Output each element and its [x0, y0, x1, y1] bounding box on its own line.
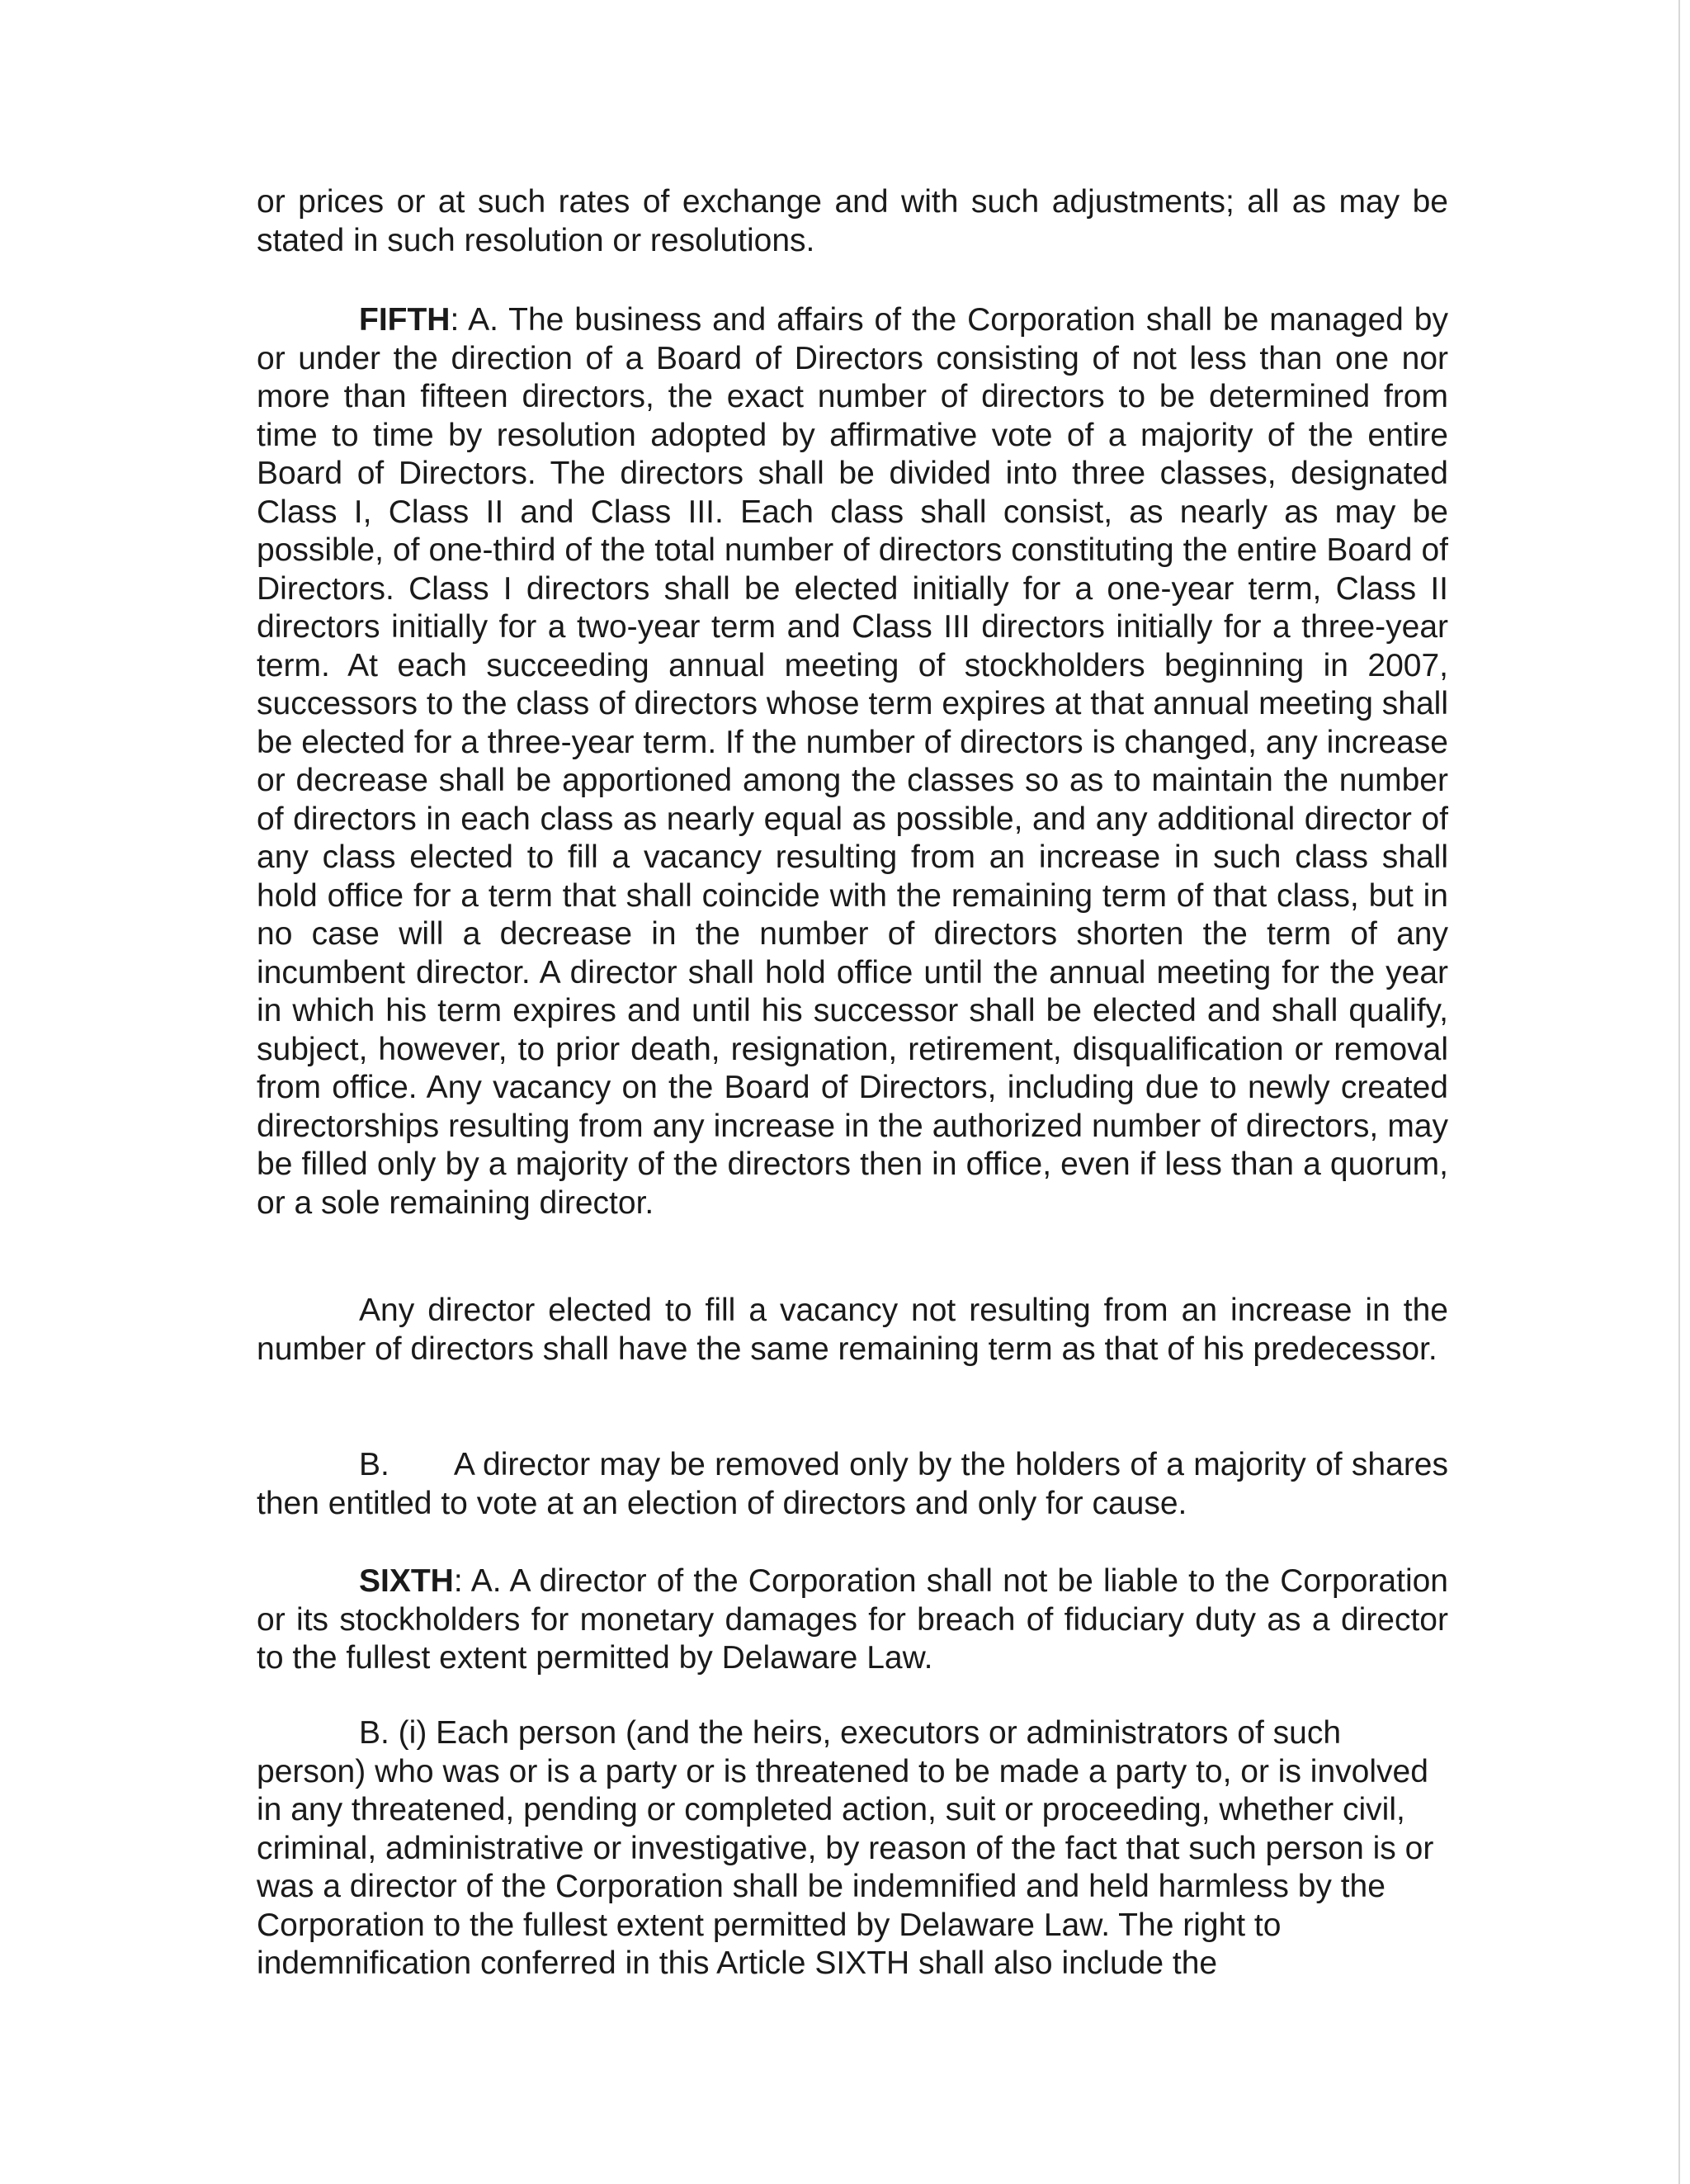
paragraph-text: : A. The business and affairs of the Corporation shall be managed by or under the direction of a Board of Directors consisting of not less than one nor more than fifteen directors, the exact number of directors to be determined from time to time by resolution adopted by affirmative vote of a majority of the entire Board of Directors. The directors shall be divided into three classes, designated Class I, Class II and Class III. Each class shall consist, as nearly as may be possible, of one-third of the total number of directors constituting the entire Board of Directors. Class I directors shall be elected initially for a one-year term, Class II directors initially for a two-year term and Class III directors initially for a three-year term. At each succeeding annual meeting of stockholders beginning in 2007, successors to the class of directors whose term expires at that annual meeting shall be elected for a three-year term. If the number of directors is changed, any increase or decrease shall be apportioned among the classes so as to maintain the number of directors in each class as nearly equal as possible, and any additional director of any class elected to fill a vacancy resulting from an increase in such class shall hold office for a term that shall coincide with the remaining term of that class, but in no case will a decrease in the number of directors shorten the term of any incumbent director. A director shall hold office until the annual meeting for the year in which his term expires and until his successor shall be elected and shall qualify, subject, however, to prior death, resignation, retirement, disqualification or removal from office. Any vacancy on the Board of Directors, including due to newly created directorships resulting from any increase in the authorized number of directors, may be filled only by a majority of the directors then in office, even if less than a quorum, or a sole remaining director.: [257, 302, 1448, 1221]
paragraph-sixth-a: [257, 1562, 1448, 1678]
paragraph-vacancy: [257, 1292, 1448, 1369]
paragraph-continuation: [257, 183, 1448, 260]
paragraph-text: B. A director may be removed only by the holders of a majority of shares then entitled to vote at an election of directors and only for cause.: [257, 1447, 1448, 1521]
paragraph-text: Any director elected to fill a vacancy not resulting from an increase in the number of directors shall have the same remaining term as that of his predecessor.: [257, 1293, 1448, 1367]
section-heading-sixth: SIXTH: [359, 1563, 454, 1599]
paragraph-sixth-b: [257, 1714, 1437, 1983]
paragraph-text: : A. A director of the Corporation shall not be liable to the Corporation or its stockholders for monetary damages for breach of fiduciary duty as a director to the fullest extent permitted by Delaware Law.: [257, 1563, 1448, 1676]
paragraph-text: B. (i) Each person (and the heirs, executors or administrators of such person) who was or is a party or is threatened to be made a party to, or is involved in any threatened, pending or completed action, suit or proceeding, whether civil, criminal, administrative or investigative, by reason of the fact that such person is or was a director of the Corporation shall be indemnified and held harmless by the Corporation to the fullest extent permitted by Delaware Law. The right to indemnification conferred in this Article SIXTH shall also include the: [257, 1715, 1434, 1981]
paragraph-fifth-a: [257, 301, 1448, 1222]
paragraph-fifth-b: [257, 1446, 1448, 1523]
section-heading-fifth: FIFTH: [359, 302, 451, 338]
scan-edge-line: [1678, 0, 1680, 2184]
paragraph-text: or prices or at such rates of exchange and with such adjustments; all as may be stated in such resolution or resolutions.: [257, 184, 1448, 258]
